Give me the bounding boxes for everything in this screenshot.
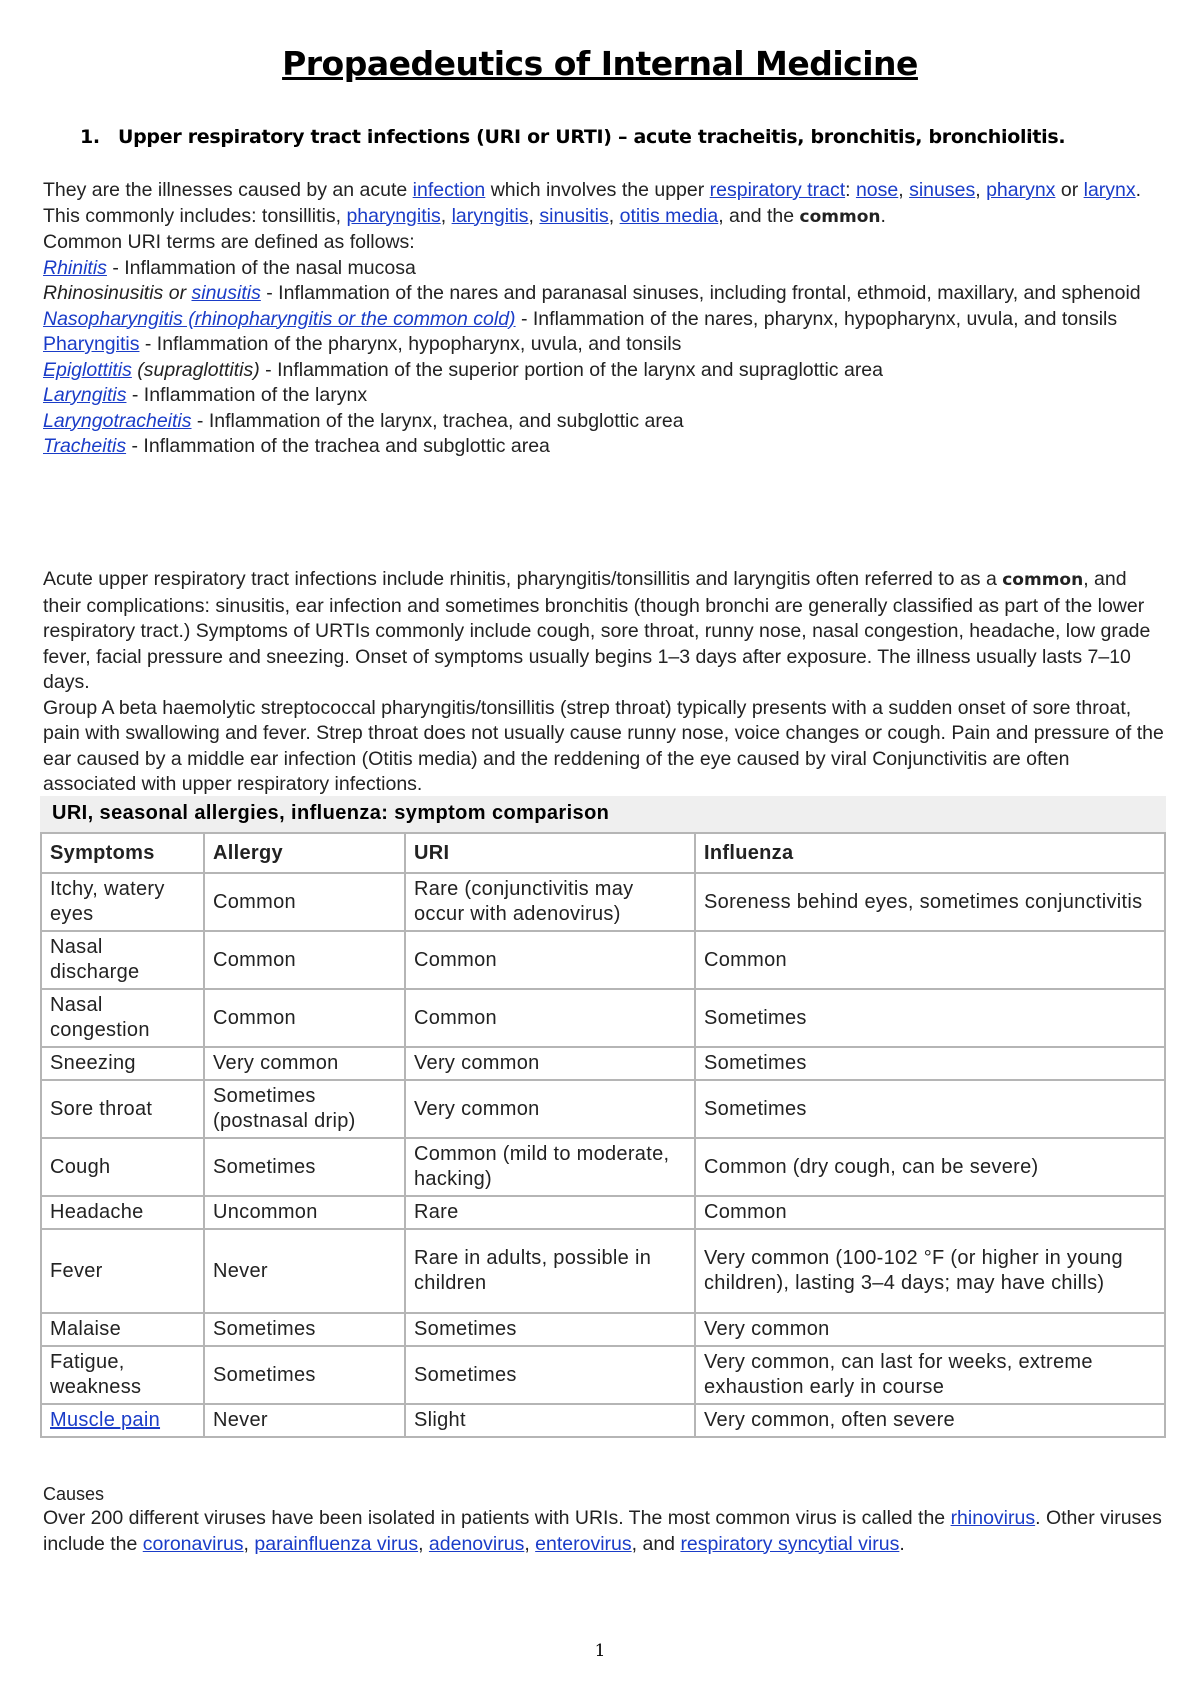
text-span: - Inflammation of the larynx, trachea, and subglottic area (191, 409, 684, 432)
table-cell: Sometimes (405, 1346, 695, 1404)
table-cell: Common (405, 989, 695, 1047)
link-sinusitis[interactable]: sinusitis (539, 204, 609, 227)
text-span: , (418, 1532, 429, 1555)
table-row (41, 1047, 1165, 1080)
table-cell: Fatigue, weakness (41, 1346, 204, 1404)
table-cell: Rare (405, 1196, 695, 1229)
causes-paragraph (43, 1506, 1168, 1557)
text-span: . (880, 204, 886, 227)
table-cell: Sometimes (695, 989, 1165, 1047)
table-caption: URI, seasonal allergies, influenza: symptom comparison (40, 796, 1166, 832)
text-span: - Inflammation of the pharynx, hypopharynx, uvula, and tonsils (139, 333, 682, 355)
table-cell: Sometimes (405, 1313, 695, 1346)
link-laryngitis-term[interactable]: Laryngitis (43, 384, 127, 406)
table-cell: Never (204, 1229, 405, 1313)
text-span: - Inflammation of the nares and paranasal sinuses, including frontal, ethmoid, maxillary, and sphenoid (260, 282, 1141, 304)
text-span: : (845, 179, 856, 201)
link-epiglottitis[interactable]: Epiglottitis (43, 358, 132, 381)
causes-heading: Causes (43, 1484, 105, 1504)
table-cell: Very common, can last for weeks, extreme exhaustion early in course (695, 1346, 1165, 1404)
table-cell: Malaise (41, 1313, 204, 1346)
text-span: Rhinosinusitis or (43, 282, 192, 304)
text-span: - Inflammation of the larynx (126, 384, 368, 406)
table-cell: Sometimes (204, 1313, 405, 1346)
link-tracheitis[interactable]: Tracheitis (43, 435, 127, 457)
table-cell: Very common (405, 1080, 695, 1138)
text-span: , (975, 179, 987, 201)
text-span: , and their complications: sinusitis, ear infection and sometimes bronchitis (though bronchi are generally classified as part of the lower respiratory tract.) Symptoms of URTIs commonly include cough, sore throat, runny nose, nasal congestion, headache, low grade fever, facial pressure and sneezing. Onset of symptoms usually begins 1–3 days after exposure. The illness usually lasts 7–10 days. (43, 568, 1151, 693)
term-definition (43, 358, 1168, 384)
table-row (41, 1080, 1165, 1138)
table-cell: Sneezing (41, 1047, 204, 1080)
table-row (41, 1196, 1165, 1229)
link-enterovirus[interactable]: enterovirus (535, 1532, 632, 1555)
intro-paragraph (43, 178, 1168, 230)
text-span: which involves the upper (485, 179, 710, 201)
link-adenovirus[interactable]: adenovirus (428, 1532, 525, 1555)
table-row (41, 1313, 1165, 1346)
link-nasopharyngitis[interactable]: Nasopharyngitis (rhinopharyngitis or the common cold) (43, 307, 516, 330)
table-row (41, 1138, 1165, 1196)
table-cell: Very common (405, 1047, 695, 1080)
table-cell: Very common, often severe (695, 1404, 1165, 1437)
link-nose[interactable]: nose (855, 179, 899, 201)
table-cell: Headache (41, 1196, 204, 1229)
text-span: or (1055, 179, 1084, 201)
table-cell: Sore throat (41, 1080, 204, 1138)
table-header-cell: Influenza (695, 833, 1165, 873)
page-number: 1 (594, 1641, 606, 1661)
section-number: 1. (80, 126, 100, 148)
text-span: . This commonly includes: tonsillitis, (43, 179, 1142, 227)
text-span: , (608, 204, 620, 227)
table-cell: Sometimes (204, 1346, 405, 1404)
acute-uri-paragraph (43, 567, 1168, 696)
text-span: - Inflammation of the trachea and subglottic area (126, 435, 550, 457)
section-heading (80, 126, 1065, 148)
text-span: , (524, 1532, 536, 1555)
table-cell: Nasal congestion (41, 989, 204, 1047)
text-span: , (528, 204, 540, 227)
table-row (41, 931, 1165, 989)
table-cell: Nasal discharge (41, 931, 204, 989)
table-cell: Common (695, 931, 1165, 989)
causes-section (43, 1483, 1168, 1557)
table-cell: Slight (405, 1404, 695, 1437)
table-cell: Common (204, 989, 405, 1047)
term-definition (43, 383, 1168, 409)
table-cell: Very common (100-102 °F (or higher in young children), lasting 3–4 days; may have chills) (695, 1229, 1165, 1313)
link-pharyngitis[interactable]: pharyngitis (346, 204, 441, 227)
intro-section (43, 178, 1168, 460)
table-header-cell: URI (405, 833, 695, 873)
link-parainfluenza-virus[interactable]: parainfluenza virus (254, 1532, 419, 1555)
table-cell: Uncommon (204, 1196, 405, 1229)
table-cell: Never (204, 1404, 405, 1437)
section-heading-text: Upper respiratory tract infections (URI or URTI) – acute tracheitis, bronchitis, bronchiolitis. (118, 126, 1066, 148)
link-infection[interactable]: infection (412, 179, 486, 201)
term-definition (43, 281, 1168, 307)
strep-paragraph: Group A beta haemolytic streptococcal pharyngitis/tonsillitis (strep throat) typically presents with a sudden onset of sore throat, pain with swallowing and fever. Strep throat does not usually cause runny nose, voice changes or cough. Pain and pressure of the ear caused by a middle ear infection (Otitis media) and the reddening of the eye caused by viral Conjunctivitis are often associated with upper respiratory infections. (43, 696, 1164, 795)
link-larynx[interactable]: larynx (1083, 179, 1136, 201)
table-cell: Sometimes (695, 1080, 1165, 1138)
link-laryngotracheitis[interactable]: Laryngotracheitis (43, 409, 192, 432)
term-definition (43, 409, 1168, 435)
table-cell: Cough (41, 1138, 204, 1196)
link-sinuses[interactable]: sinuses (909, 179, 976, 201)
text-span: , (243, 1532, 255, 1555)
table-cell: Sometimes (postnasal drip) (204, 1080, 405, 1138)
text-span: (supraglottitis) (131, 358, 260, 381)
table-cell: Common (204, 931, 405, 989)
table-row (41, 873, 1165, 931)
link-respiratory-syncytial-virus[interactable]: respiratory syncytial virus (680, 1532, 900, 1555)
table-cell: Common (405, 931, 695, 989)
table-row (41, 1346, 1165, 1404)
table-cell: Itchy, watery eyes (41, 873, 204, 931)
text-span: - Inflammation of the nares, pharynx, hypopharynx, uvula, and tonsils (515, 307, 1118, 330)
text-span: - Inflammation of the superior portion of the larynx and supraglottic area (259, 358, 883, 381)
link-coronavirus[interactable]: coronavirus (142, 1532, 244, 1555)
table-cell: Soreness behind eyes, sometimes conjunctivitis (695, 873, 1165, 931)
link-laryngitis[interactable]: laryngitis (451, 204, 529, 227)
text-span: They are the illnesses caused by an acute (43, 179, 413, 201)
table-row (41, 989, 1165, 1047)
link-rhinitis[interactable]: Rhinitis (43, 256, 107, 279)
link-rhinovirus[interactable]: rhinovirus (950, 1507, 1036, 1529)
table-cell: Very common (204, 1047, 405, 1080)
link-muscle-pain[interactable]: Muscle pain (50, 1409, 161, 1431)
table-cell: Common (dry cough, can be severe) (695, 1138, 1165, 1196)
table-header-cell: Symptoms (41, 833, 204, 873)
term-definition (43, 256, 1168, 282)
table-header-cell: Allergy (204, 833, 405, 873)
text-span: , and (631, 1532, 681, 1555)
table-cell (41, 1404, 204, 1437)
term-definition (43, 434, 1168, 460)
symptom-comparison-table (40, 832, 1166, 1438)
text-span: Over 200 different viruses have been isolated in patients with URIs. The most common virus is called the (43, 1507, 951, 1529)
link-pharynx[interactable]: pharynx (986, 179, 1056, 201)
text-span: , and the (718, 204, 800, 227)
table-cell: Fever (41, 1229, 204, 1313)
table-cell: Very common (695, 1313, 1165, 1346)
terms-intro: Common URI terms are defined as follows: (43, 231, 415, 253)
table-row (41, 1404, 1165, 1437)
symptoms-section (43, 567, 1168, 798)
link-respiratory-tract[interactable]: respiratory tract (709, 179, 846, 201)
table-cell: Rare (conjunctivitis may occur with adenovirus) (405, 873, 695, 931)
text-span: - Inflammation of the nasal mucosa (106, 256, 416, 279)
text-span: common (799, 206, 881, 227)
comparison-table-container (40, 796, 1166, 1438)
table-cell: Rare in adults, possible in children (405, 1229, 695, 1313)
text-span: , (898, 179, 910, 201)
table-cell: Common (mild to moderate, hacking) (405, 1138, 695, 1196)
table-cell: Sometimes (695, 1047, 1165, 1080)
table-row (41, 1229, 1165, 1313)
text-span: . (899, 1532, 905, 1555)
table-cell: Common (204, 873, 405, 931)
table-cell: Common (695, 1196, 1165, 1229)
text-span: , (440, 204, 452, 227)
term-definition (43, 307, 1168, 333)
page-title: Propaedeutics of Internal Medicine (282, 44, 918, 83)
link-sinusitis-term[interactable]: sinusitis (191, 282, 261, 304)
text-span: common (1002, 570, 1084, 590)
table-cell: Sometimes (204, 1138, 405, 1196)
link-pharyngitis-term[interactable]: Pharyngitis (43, 333, 140, 355)
table-header-row (41, 833, 1165, 873)
text-span: . Other viruses include the (43, 1507, 1162, 1555)
term-definition (43, 332, 1168, 358)
text-span: Acute upper respiratory tract infections include rhinitis, pharyngitis/tonsillitis and laryngitis often referred to as a (43, 568, 1003, 590)
link-otitis-media[interactable]: otitis media (619, 204, 719, 227)
